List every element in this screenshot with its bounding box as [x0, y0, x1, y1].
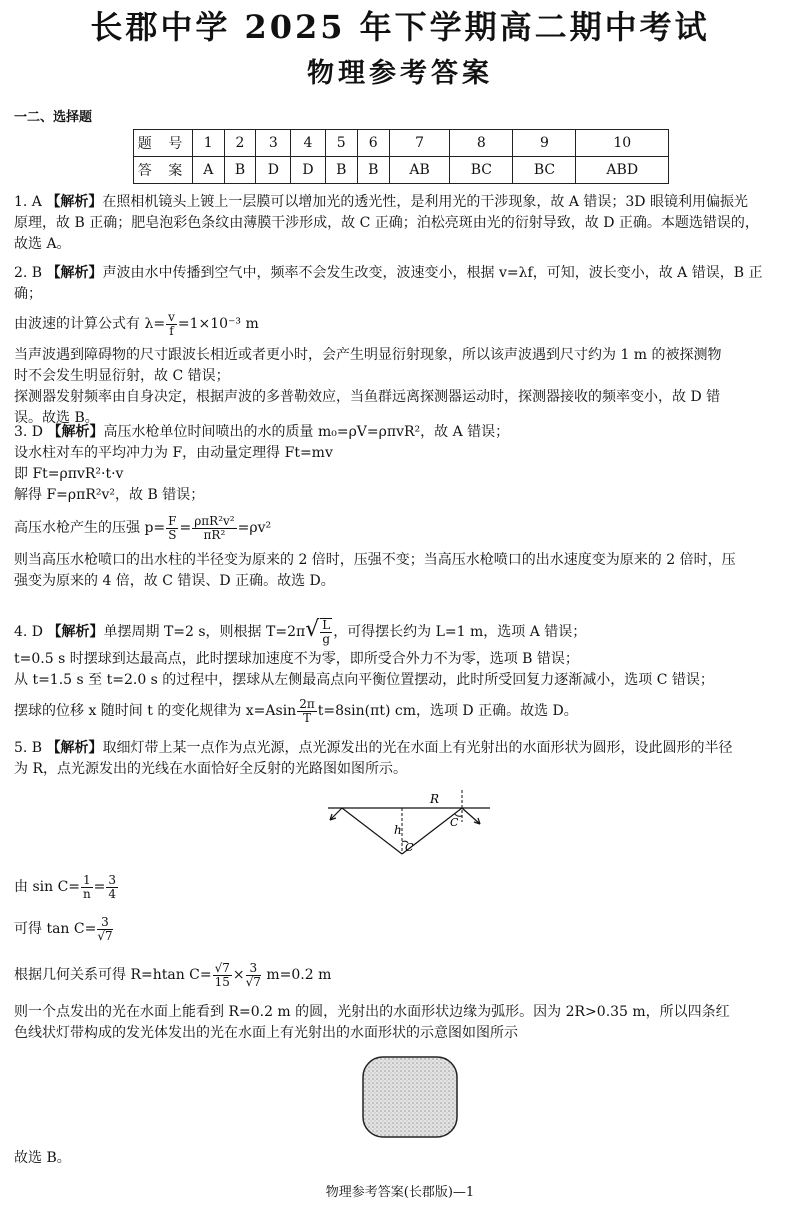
row-label-answer: 答 案: [134, 157, 193, 184]
table-cell: D: [291, 157, 326, 184]
text-line: 误。故选 B。: [14, 410, 99, 426]
text-span: ×: [232, 967, 245, 983]
exam-title: 长郡中学 2025 年下学期高二期中考试: [90, 8, 710, 46]
fraction-numerator: 3: [97, 916, 112, 930]
fraction: [81, 874, 93, 901]
q5-solution: [14, 738, 786, 780]
table-cell: 6: [357, 130, 389, 157]
text-span: 高压水枪产生的压强 p=: [14, 520, 166, 536]
fraction-numerator: F: [168, 513, 177, 528]
table-cell: 7: [389, 130, 450, 157]
text-span: 由波速的计算公式有 λ=: [14, 316, 166, 332]
text-line: 原理，故 B 正确；肥皂泡彩色条纹由薄膜干涉形成，故 C 正确；泊松亮斑由光的衍射导致，故 D 正确。本题选错误的，: [14, 215, 759, 231]
text-span: =1×10⁻³ m: [177, 316, 259, 332]
fraction-denominator: √7: [97, 928, 113, 943]
reflected-ray: [462, 808, 480, 824]
fraction-numerator: 1: [83, 872, 91, 887]
analysis-tag: 【解析】: [46, 740, 103, 756]
text-span: t=8sin(πt) cm，选项 D 正确。故选 D。: [317, 703, 578, 719]
text-line: 从 t=1.5 s 至 t=2.0 s 的过程中，摆球从左侧最高点向平衡位置摆动，此时所受回复力逐渐减小，选项 C 错误；: [14, 672, 714, 688]
question-number-row: [134, 130, 669, 157]
table-cell: AB: [389, 157, 450, 184]
label-R: R: [430, 792, 440, 806]
light-region-diagram: [360, 1054, 460, 1140]
formula-line: [14, 958, 786, 992]
fraction: [106, 874, 118, 901]
table-cell: 3: [256, 130, 291, 157]
text-line: 强变为原来的 4 倍，故 C 错误、D 正确。故选 D。: [14, 573, 335, 589]
fraction: [246, 962, 261, 989]
text-span: 高压水枪单位时间喷出的水的质量 m₀=ρV=ρπvR²，故 A 错误；: [103, 424, 510, 440]
q4-number: 4. D: [14, 624, 44, 640]
label-h: h: [394, 823, 402, 837]
text-line: 时不会发生明显衍射，故 C 错误；: [14, 368, 230, 384]
text-line: 即 Ft=ρπvR²·t·v: [14, 466, 124, 482]
text-line: 则当高压水枪喷口的出水柱的半径变为原来的 2 倍时，压强不变；当高压水枪喷口的出水速度变为原来的 2 倍时，压: [14, 552, 736, 568]
answer-subtitle: 物理参考答案: [307, 58, 493, 89]
fraction-denominator: n: [82, 886, 91, 901]
table-cell: 2: [224, 130, 256, 157]
formula-line: [14, 510, 786, 546]
text-span: 声波由水中传播到空气中，频率不会发生改变，波速变小，根据 v=λf，可知，波长变小，故 A 错误，B 正确；: [14, 265, 763, 302]
table-cell: 9: [513, 130, 576, 157]
fraction-denominator: f: [169, 323, 174, 338]
q3-number: 3. D: [14, 424, 44, 440]
total-reflection-diagram: [320, 788, 500, 860]
text-line: 为 R，点光源发出的光线在水面恰好全反射的光路图如图所示。: [14, 761, 407, 777]
formula-line: [14, 695, 786, 727]
fraction-numerator: 3: [246, 962, 261, 976]
label-C: C: [450, 816, 459, 829]
fraction: [213, 962, 232, 989]
fraction-numerator: 3: [108, 872, 117, 887]
fraction-denominator: 15: [214, 974, 230, 989]
fraction: [297, 698, 317, 725]
text-span: =: [179, 520, 192, 536]
text-line: 探测器发射频率由自身决定，根据声波的多普勒效应，当鱼群远离探测器运动时，探测器接收的频率变小，故 D 错: [14, 389, 721, 405]
q1-solution: [14, 192, 786, 255]
text-span: ，可得摆长约为 L=1 m，选项 A 错误；: [333, 624, 587, 640]
fraction-denominator: S: [168, 527, 177, 542]
row-label-number: 题 号: [134, 130, 193, 157]
table-cell: B: [224, 157, 256, 184]
table-cell: BC: [513, 157, 576, 184]
light-ray: [342, 808, 402, 854]
table-cell: B: [325, 157, 357, 184]
analysis-tag: 【解析】: [46, 194, 103, 210]
text-span: 根据几何关系可得 R=htan C=: [14, 967, 212, 983]
table-cell: 1: [193, 130, 225, 157]
answer-row: [134, 157, 669, 184]
table-cell: 10: [576, 130, 669, 157]
text-line: 解得 F=ρπR²v²，故 B 错误；: [14, 487, 205, 503]
q1-number: 1. A: [14, 194, 42, 210]
q5-conclusion: 故选 B。: [14, 1150, 71, 1166]
fraction: [166, 311, 177, 338]
text-span: m=0.2 m: [261, 967, 332, 983]
table-cell: 8: [450, 130, 513, 157]
q3-solution: [14, 422, 786, 592]
fraction: [97, 916, 112, 943]
fraction-denominator: g: [322, 632, 331, 646]
text-span: 摆球的位移 x 随时间 t 的变化规律为 x=Asin: [14, 703, 297, 719]
formula-line: [14, 613, 786, 647]
analysis-tag: 【解析】: [47, 624, 104, 640]
section-heading: 一二、选择题: [14, 110, 93, 125]
text-line: [14, 192, 786, 213]
page-footer: 物理参考答案(长郡版)—1: [325, 1185, 475, 1200]
fraction: [320, 618, 332, 646]
fraction-numerator: v: [168, 309, 175, 324]
table-cell: ABD: [576, 157, 669, 184]
text-span: 由 sin C=: [14, 879, 81, 895]
formula-line: [14, 309, 786, 339]
text-span: 取细灯带上某一点作为点光源，点光源发出的光在水面上有光射出的水面形状为圆形，设此圆形的半径: [102, 740, 733, 756]
text-line: 设水柱对车的平均冲力为 F，由动量定理得 Ft=mv: [14, 445, 333, 461]
fraction-numerator: √7: [214, 960, 230, 975]
fraction-numerator: 2π: [299, 696, 315, 711]
table-cell: D: [256, 157, 291, 184]
text-span: =ρv²: [237, 520, 272, 536]
formula-line: 由 sin C= $\frac{1}{n}$ = $\frac{3}{4}$: [14, 872, 117, 901]
fraction-denominator: √7: [245, 974, 261, 989]
light-region-shape: [363, 1057, 457, 1137]
table-cell: B: [357, 157, 389, 184]
text-span: 在照相机镜头上镀上一层膜可以增加光的透光性，是利用光的干涉现象，故 A 错误；3D 眼镜利用偏振光: [102, 194, 748, 210]
table-cell: A: [193, 157, 225, 184]
text-line: 当声波遇到障碍物的尺寸跟波长相近或者更小时，会产生明显衍射现象，所以该声波遇到尺寸约为 1 m 的被探测物: [14, 347, 722, 363]
fraction: [192, 515, 236, 542]
text-line: [14, 263, 786, 305]
text-span: 单摆周期 T=2 s，则根据 T=2π: [103, 624, 306, 640]
q5-derivation: [14, 870, 786, 1044]
fraction: [166, 515, 178, 542]
text-span: 可得 tan C=: [14, 921, 97, 937]
fraction-denominator: T: [302, 710, 311, 725]
q2-solution: [14, 263, 786, 429]
q5-number: 5. B: [14, 740, 43, 756]
fraction-denominator: πR²: [203, 527, 226, 542]
table-cell: BC: [450, 157, 513, 184]
text-line: 色线状灯带构成的发光体发出的光在水面上有光射出的水面形状的示意图如图所示: [14, 1025, 518, 1041]
q4-solution: [14, 613, 786, 727]
text-line: [14, 422, 786, 443]
text-line: 则一个点发出的光在水面上能看到 R=0.2 m 的圆，光射出的水面形状边缘为弧形。因为 2R>0.35 m，所以四条红: [14, 1004, 730, 1020]
text-line: t=0.5 s 时摆球到达最高点，此时摆球加速度不为零，即所受合外力不为零，选项 B 错误；: [14, 651, 579, 667]
table-cell: 5: [325, 130, 357, 157]
table-cell: 4: [291, 130, 326, 157]
answer-table: [133, 129, 669, 184]
fraction-denominator: 4: [108, 886, 117, 901]
analysis-tag: 【解析】: [46, 265, 103, 281]
formula-line: [14, 912, 786, 946]
sqrt-sign: √: [305, 617, 320, 642]
text-line: [14, 738, 786, 759]
q2-number: 2. B: [14, 265, 43, 281]
analysis-tag: 【解析】: [47, 424, 104, 440]
text-line: 故选 A。: [14, 236, 71, 252]
fraction-numerator: ρπR²v²: [194, 513, 235, 528]
label-C: C: [405, 841, 414, 854]
fraction-numerator: L: [322, 618, 331, 632]
